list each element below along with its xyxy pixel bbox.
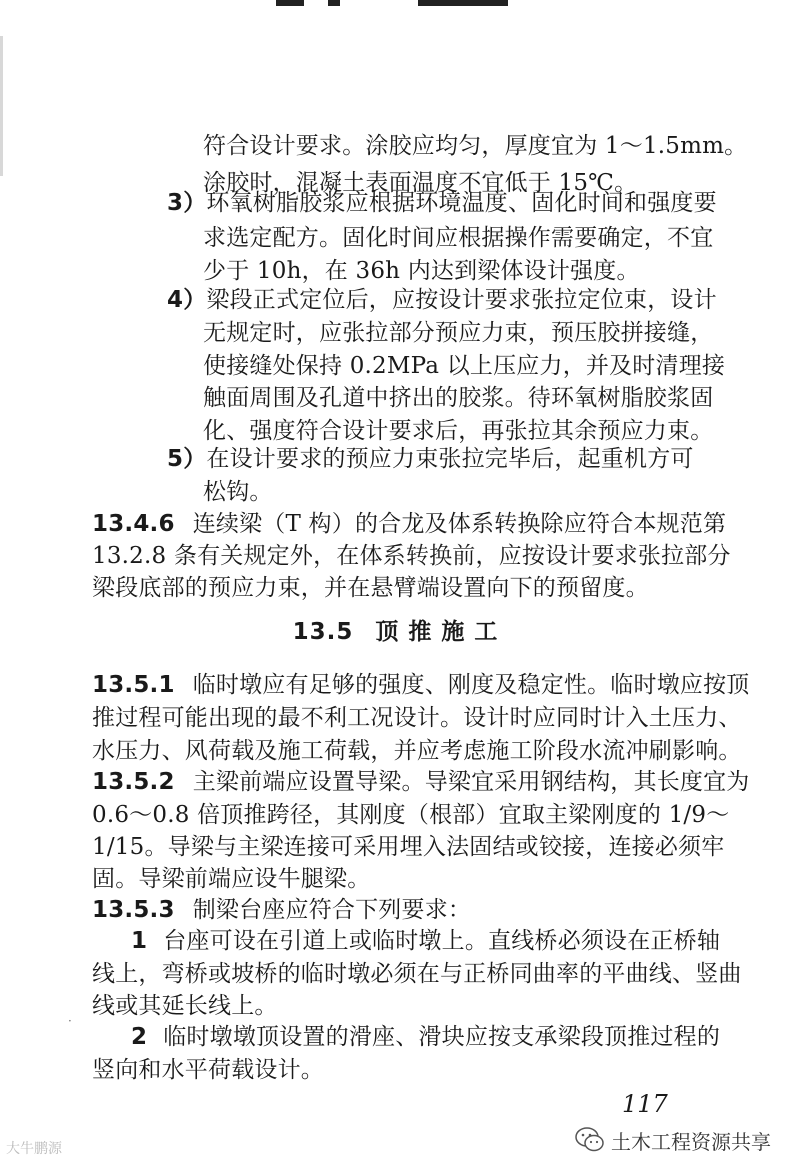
text-line: 化、强度符合设计要求后，再张拉其余预应力束。	[203, 418, 714, 444]
clause-number: 13.5.2	[92, 769, 175, 795]
text-line: 符合设计要求。涂胶应均匀，厚度宜为 1～1.5mm。	[203, 133, 748, 159]
watermark-left-text: 大牛鹏源	[6, 1141, 62, 1157]
margin-mark: ·	[68, 1014, 72, 1028]
list-item: 4）梁段正式定位后，应按设计要求张拉定位束，设计	[167, 287, 717, 313]
clause: 13.4.6 连续梁（T 构）的合龙及体系转换除应符合本规范第	[92, 511, 727, 537]
text-line: 0.6～0.8 倍顶推跨径，其刚度（根部）宜取主梁刚度的 1/9～	[92, 802, 730, 828]
section-title: 顶 推 施 工	[375, 619, 499, 645]
scan-artifact-top	[268, 0, 568, 8]
clause-number: 13.5.3	[92, 897, 175, 923]
text-line: 线上，弯桥或坡桥的临时墩必须在与正桥同曲率的平曲线、竖曲	[92, 961, 742, 987]
clause: 13.5.2 主梁前端应设置导梁。导梁宜采用钢结构，其长度宜为	[92, 769, 750, 795]
clause-number: 13.5.1	[92, 672, 175, 698]
watermark-right-text: 土木工程资源共享	[611, 1129, 771, 1154]
text-line: 使接缝处保持 0.2MPa 以上压应力，并及时清理接	[203, 353, 726, 379]
text-line: 触面周围及孔道中挤出的胶浆。待环氧树脂胶浆固	[203, 385, 714, 411]
clause: 13.5.3 制梁台座应符合下列要求：	[92, 897, 472, 923]
item-number: 1	[131, 928, 148, 954]
text-line: 线或其延长线上。	[92, 993, 278, 1019]
list-item: 3）环氧树脂胶浆应根据环境温度、固化时间和强度要	[167, 190, 717, 216]
list-item: 5）在设计要求的预应力束张拉完毕后，起重机方可	[167, 446, 694, 472]
scan-edge	[0, 36, 13, 176]
text-line: 竖向和水平荷载设计。	[92, 1057, 324, 1083]
text-line: 1/15。导梁与主梁连接可采用埋入法固结或铰接，连接必须牢	[92, 834, 725, 860]
item-number: 4）	[167, 287, 207, 313]
item-number: 5）	[167, 446, 207, 472]
section-heading	[0, 617, 791, 647]
watermark-right	[575, 1123, 771, 1157]
clause: 13.5.1 临时墩应有足够的强度、刚度及稳定性。临时墩应按顶	[92, 672, 750, 698]
text-line: 水压力、风荷载及施工荷载，并应考虑施工阶段水流冲刷影响。	[92, 738, 742, 764]
list-item: 1 台座可设在引道上或临时墩上。直线桥必须设在正桥轴	[131, 928, 721, 954]
text-line: 13.2.8 条有关规定外，在体系转换前，应按设计要求张拉部分	[92, 543, 731, 569]
text-line: 梁段底部的预应力束，并在悬臂端设置向下的预留度。	[92, 575, 649, 601]
item-number: 3）	[167, 190, 207, 216]
watermark-left	[6, 1138, 62, 1158]
text-line: 推过程可能出现的最不利工况设计。设计时应同时计入土压力、	[92, 705, 742, 731]
page-number: 117	[622, 1090, 668, 1118]
list-item: 2 临时墩墩顶设置的滑座、滑块应按支承梁段顶推过程的	[131, 1024, 721, 1050]
item-number: 2	[131, 1024, 148, 1050]
wechat-icon	[575, 1127, 605, 1153]
text-line: 求选定配方。固化时间应根据操作需要确定，不宜	[203, 225, 714, 251]
clause-number: 13.4.6	[92, 511, 175, 537]
text-line: 松钩。	[203, 479, 273, 505]
text-line: 固。导梁前端应设牛腿梁。	[92, 866, 371, 892]
text-line: 涂胶时，混凝土表面温度不宜低于 15℃。	[203, 170, 638, 196]
text-line: 少于 10h，在 36h 内达到梁体设计强度。	[203, 258, 640, 284]
section-number: 13.5	[292, 619, 354, 645]
text-line: 无规定时，应张拉部分预应力束，预压胶拼接缝，	[203, 320, 714, 346]
